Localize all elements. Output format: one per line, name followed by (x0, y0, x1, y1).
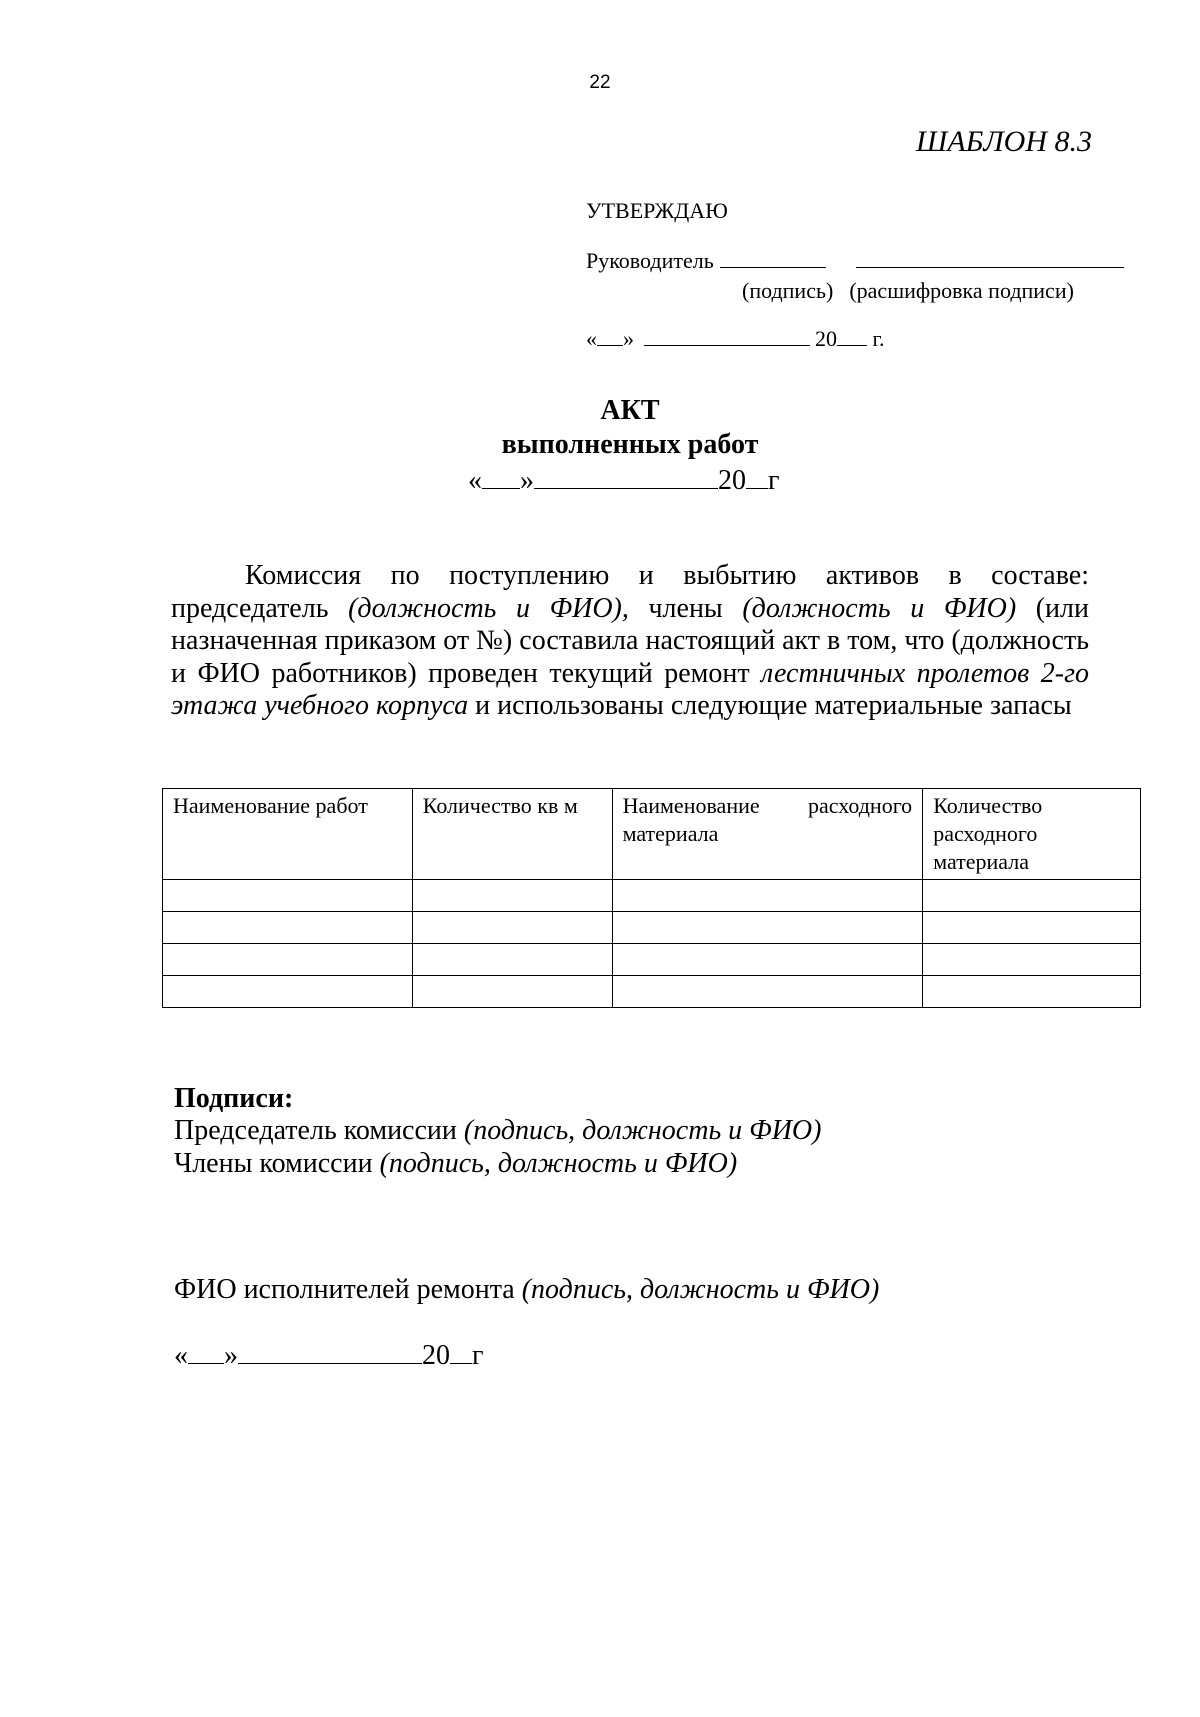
members-label: Члены комиссии (174, 1148, 380, 1179)
column-header: Наименование расходного материала (612, 789, 923, 880)
body-italic-part: (должность и ФИО), (348, 592, 629, 624)
month-blank (644, 325, 810, 346)
signature-caption: (подпись) (742, 278, 834, 303)
month-blank (534, 462, 718, 489)
date-close-quote: » (623, 326, 634, 351)
table-cell (612, 976, 923, 1008)
table-row (163, 912, 1141, 944)
table-cell (923, 880, 1141, 912)
column-header: Количество расходного материала (923, 789, 1141, 880)
approval-heading: УТВЕРЖДАЮ (586, 198, 728, 223)
table-cell (412, 880, 612, 912)
year-blank (450, 1337, 472, 1364)
table-cell (163, 976, 413, 1008)
document-title: АКТ (600, 395, 660, 426)
chairman-hint: (подпись, должность и ФИО) (463, 1115, 822, 1146)
template-label: ШАБЛОН 8.3 (916, 125, 1092, 158)
column-header: Количество кв м (412, 789, 612, 880)
body-text-part: члены (628, 592, 743, 624)
year-blank (746, 462, 768, 489)
body-italic-part: лестничных пролетов 2-го этажа учебного корпуса (171, 657, 1089, 721)
table-row (163, 976, 1141, 1008)
year-blank (837, 325, 867, 346)
date-close-quote: » (224, 1340, 238, 1371)
chairman-label: Председатель комиссии (174, 1115, 464, 1146)
chairman-signature-line (174, 1115, 821, 1147)
signature-captions (742, 278, 1074, 304)
date-suffix: г (768, 465, 780, 496)
date-year: 20 (422, 1340, 450, 1371)
members-hint: (подпись, должность и ФИО) (379, 1148, 738, 1179)
table-cell (163, 912, 413, 944)
day-blank (597, 325, 623, 346)
day-blank (188, 1337, 224, 1364)
table-cell (163, 944, 413, 976)
date-open-quote: « (586, 326, 597, 351)
table-row (163, 944, 1141, 976)
table-header-row (163, 789, 1141, 880)
date-close-quote: » (520, 465, 534, 496)
signatures-heading: Подписи: (174, 1083, 294, 1114)
manager-signature-row (586, 247, 1124, 274)
day-blank (482, 462, 520, 489)
date-open-quote: « (174, 1340, 188, 1371)
executors-hint: (подпись, должность и ФИО) (521, 1274, 880, 1305)
manager-label: Руководитель (586, 248, 714, 273)
act-body-paragraph (171, 560, 1089, 723)
date-open-quote: « (468, 465, 482, 496)
executors-line (174, 1274, 879, 1306)
table-cell (163, 880, 413, 912)
date-year: 20 (718, 465, 746, 496)
table-row (163, 880, 1141, 912)
approval-date (586, 325, 885, 352)
table-cell (612, 912, 923, 944)
table-cell (412, 944, 612, 976)
date-suffix: г. (872, 326, 885, 351)
decoding-caption: (расшифровка подписи) (849, 278, 1074, 303)
column-header: Наименование работ (163, 789, 413, 880)
table-cell (412, 912, 612, 944)
table-cell (923, 944, 1141, 976)
signature-decoding-blank (856, 247, 1124, 268)
body-text-part: (или назначенная приказом от №) составила настоящий акт в том, что (должность и ФИО работников) проведен текущий ремонт (171, 592, 1089, 689)
members-signature-line (174, 1148, 737, 1180)
act-date (468, 462, 779, 497)
page-number: 22 (589, 72, 611, 93)
document-subtitle: выполненных работ (501, 429, 759, 460)
table-cell (923, 912, 1141, 944)
date-year: 20 (815, 326, 837, 351)
works-table (162, 788, 1141, 1008)
executors-date (174, 1337, 483, 1372)
table-cell (412, 976, 612, 1008)
executors-label: ФИО исполнителей ремонта (174, 1274, 522, 1305)
table-cell (923, 976, 1141, 1008)
table-cell (612, 880, 923, 912)
table-cell (612, 944, 923, 976)
body-italic-part: (должность и ФИО) (742, 592, 1017, 624)
body-text-part: Комиссия по поступлению и выбытию активов в составе: председатель (171, 560, 1089, 624)
signature-blank (720, 247, 826, 268)
date-suffix: г (472, 1340, 484, 1371)
body-text-part: и использованы следующие материальные запасы (468, 690, 1072, 721)
month-blank (238, 1337, 422, 1364)
